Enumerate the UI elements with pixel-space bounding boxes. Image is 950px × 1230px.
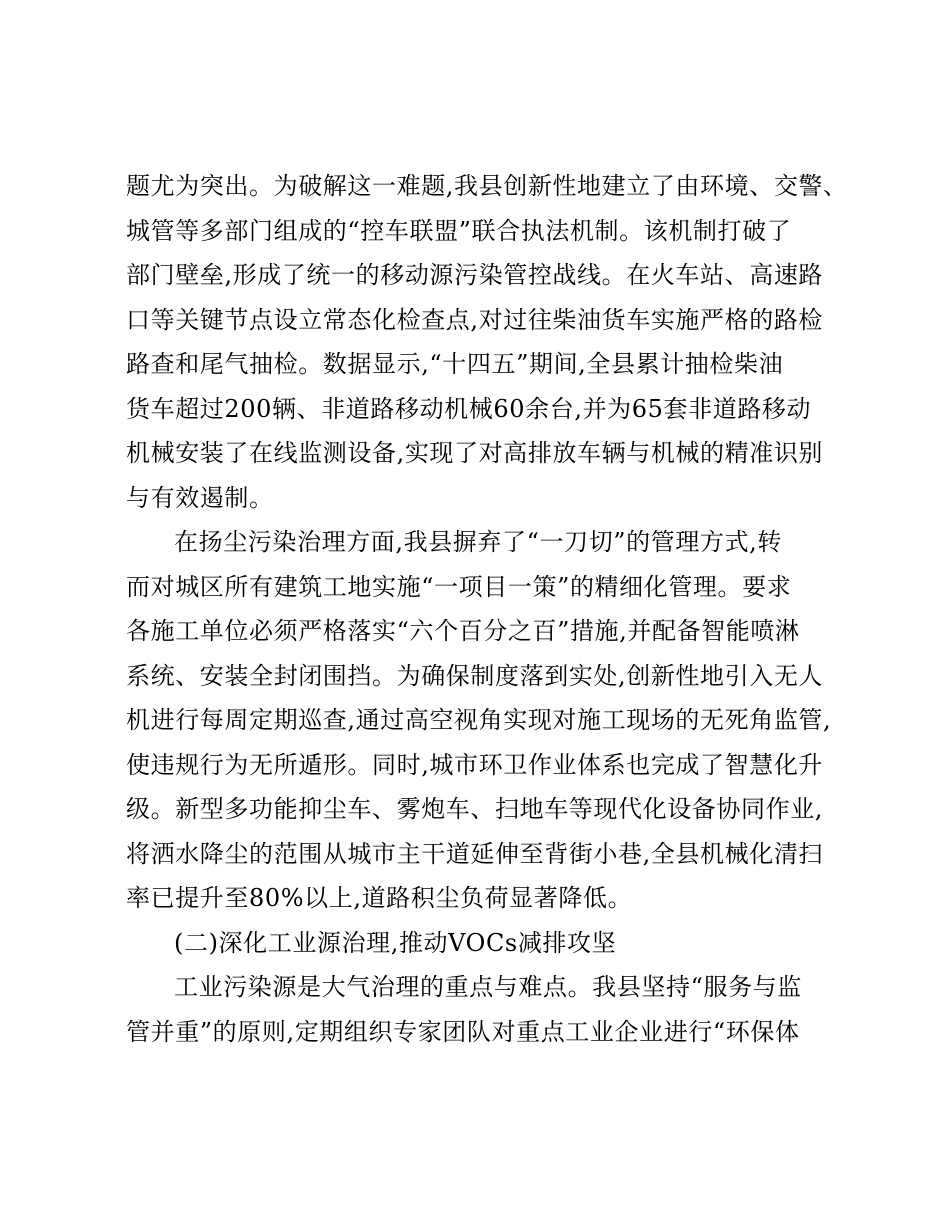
paragraph-first-line: 工业污染源是大气治理的重点与难点。我县坚持“服务与监 xyxy=(174,973,802,1001)
text-line: 路查和尾气抽检。数据显示,“十四五”期间,全县累计抽检柴油 xyxy=(126,350,784,378)
text-line: 级。新型多功能抑尘车、雾炮车、扫地车等现代化设备协同作业, xyxy=(126,795,824,823)
body-text xyxy=(126,164,846,1054)
text-line: 货车超过200辆、非道路移动机械60余台,并为65套非道路移动 xyxy=(126,394,812,423)
text-line: 管并重”的原则,定期组织专家团队对重点工业企业进行“环保体 xyxy=(126,1017,800,1046)
text-line: 而对城区所有建筑工地实施“一项目一策”的精细化管理。要求 xyxy=(126,572,792,601)
paragraph-first-line: 在扬尘污染治理方面,我县摒弃了“一刀切”的管理方式,转 xyxy=(174,528,782,556)
text-line: 机进行每周定期巡查,通过高空视角实现对施工现场的无死角监管, xyxy=(126,706,832,734)
text-line: 率已提升至80%以上,道路积尘负荷显著降低。 xyxy=(126,884,633,912)
text-line: 各施工单位必须严格落实“六个百分之百”措施,并配备智能喷淋 xyxy=(126,617,800,645)
text-line: 机械安装了在线监测设备,实现了对高排放车辆与机械的精准识别 xyxy=(126,439,824,467)
text-line: 城管等多部门组成的“控车联盟”联合执法机制。该机制打破了 xyxy=(126,216,792,245)
text-line: 与有效遏制。 xyxy=(126,483,274,512)
section-heading: (二)深化工业源治理,推动VOCs减排攻坚 xyxy=(174,928,617,957)
text-line: 将洒水降尘的范围从城市主干道延伸至背街小巷,全县机械化清扫 xyxy=(126,839,824,868)
text-line: 系统、安装全封闭围挡。为确保制度落到实处,创新性地引入无人 xyxy=(126,661,824,690)
text-line: 部门壁垒,形成了统一的移动源污染管控战线。在火车站、高速路 xyxy=(126,261,824,289)
text-line: 使违规行为无所遁形。同时,城市环卫作业体系也完成了智慧化升 xyxy=(126,750,824,779)
text-line: 题尤为突出。为破解这一难题,我县创新性地建立了由环境、交警、 xyxy=(126,172,848,200)
text-line: 口等关键节点设立常态化检查点,对过往柴油货车实施严格的路检 xyxy=(126,305,824,334)
